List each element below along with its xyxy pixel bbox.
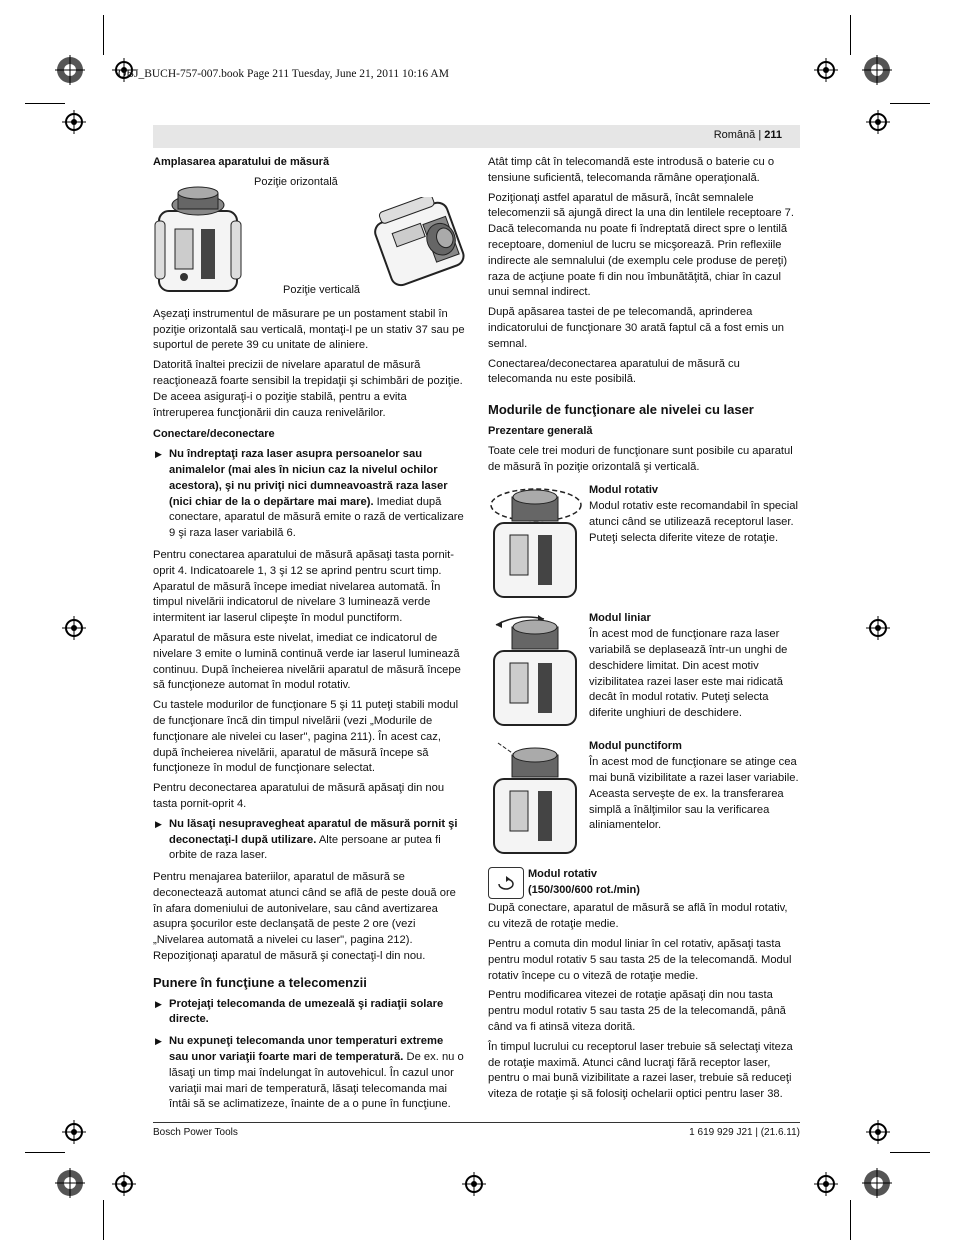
laser-horizontal-illustration [153, 183, 243, 295]
paragraph: Aşezaţi instrumentul de măsurare pe un postament stabil în poziţie orizontală sau verticală, montaţi-l pe un stativ 37 sau pe suportul de perete 39 cu unitate de aliniere. [153, 307, 465, 352]
registration-mark-icon [862, 55, 892, 85]
label-horizontal: Poziţie orizontală [254, 175, 338, 188]
paragraph: Poziţionaţi astfel aparatul de măsură, încât semnalele telecomenzii să ajungă direct la una din lentilele receptoare 7. Dacă telecomanda nu poate fi îndreptată direct spre o lentilă receptoare, domeniul de lucru se micşorează. Prin reflexiile indirecte ale semnalului (de exemplu cele produse de pereţi) raza de acţiune poate fi din nou îmbunătăţită, chiar în cazul unui semnal indirect. [488, 191, 794, 299]
rotation-speed-block [488, 867, 800, 899]
registration-mark-icon [862, 1168, 892, 1198]
registration-mark-icon [866, 110, 890, 134]
registration-mark-icon [55, 55, 85, 85]
bullet-bold: Protejaţi telecomanda de umezeală şi radiaţii solare directe. [169, 997, 444, 1026]
paragraph: După apăsarea tastei de pe telecomandă, aprinderea indicatorului de funcţionare 30 arată faptul că a fost emis un semnal. [488, 306, 785, 350]
bullet-bold: Nu lăsaţi nesupravegheat aparatul de măsură pornit şi deconectaţi-l după utilizare. [169, 817, 458, 846]
registration-mark-icon [62, 1120, 86, 1144]
crop-mark [103, 1200, 104, 1240]
registration-mark-icon [866, 616, 890, 640]
mode-text: În acest mod de funcţionare raza laser variabilă se deplasează într-un unghi de deschidere limitat. Din acest motiv vizibilitatea razei laser este mai ridicată decât în modul rotativ. Puteţi selecta diferite unghiuri de deschidere. [589, 628, 788, 720]
left-column [153, 155, 465, 1119]
bullet-bold: Nu îndreptaţi raza laser asupra persoanelor sau animalelor (mai ales în niciun caz la nivelul ochilor acestora), şi nu priviţi nici dumneavoastră raza laser (nici chiar de la o depărtare mai mare). [169, 448, 448, 508]
laser-vertical-illustration [373, 197, 465, 289]
paragraph: Aparatul de măsura este nivelat, imediat ce indicatorul de nivelare 3 emite o lumină continuă verde iar laserul luminează continuu. După încheierea nivelării aparatul de măsură începe să funcţioneze automat în modul rotativ. [153, 631, 461, 692]
paragraph: Cu tastele modurilor de funcţionare 5 şi 11 puteţi stabili modul de funcţionare încă din timpul nivelării (vezi „Modurile de funcţionare ale nivelei cu laser", pagina 211). În acest caz, după încheierea nivelării, aparatul de măsură începe să funcţioneze în modul de funcţionare selectat. [153, 699, 459, 775]
heading-moduri: Modurile de funcţionare ale nivelei cu laser [488, 402, 754, 418]
mode-punctiform [488, 739, 800, 859]
heading-amplasare: Amplasarea aparatului de măsură [153, 156, 330, 168]
footer-divider [153, 1122, 800, 1123]
warning-bullet [153, 997, 465, 1029]
registration-mark-icon [814, 58, 838, 82]
warning-bullet [153, 1034, 465, 1113]
paragraph: Pentru modificarea vitezei de rotaţie apăsaţi din nou tasta pentru modul rotativ 5 sau tasta 25 de la telecomandă, până când va fi atinsă viteza dorită. [488, 989, 786, 1033]
paragraph: Pentru deconectarea aparatului de măsură apăsaţi din nou tasta pornit-oprit 4. [153, 782, 445, 810]
bullet-text: De ex. nu o lăsaţi un timp mai îndelungat în autovehicul. În cazul unor variaţii mai mari de temperatură, lăsaţi telecomanda mai întâi să se aclimatizeze, înainte de a o pune în funcţiune. [169, 1051, 464, 1111]
crop-mark [25, 103, 65, 104]
registration-mark-icon [866, 1120, 890, 1144]
mode-liniar [488, 611, 800, 731]
rotating-mode-illustration [488, 483, 584, 601]
mode-title: Modul rotativ [589, 484, 659, 497]
paragraph: Pentru a comuta din modul liniar în cel rotativ, apăsaţi tasta pentru modul rotativ 5 sau tasta 25 de la telecomandă. Modul rotativ începe cu o viteză de rotaţie medie. [488, 937, 792, 982]
crop-mark [850, 1200, 851, 1240]
bullet-text: Alte persoane ar putea fi orbite de raza laser. [169, 833, 441, 862]
page-header: Română | 211 [153, 125, 800, 148]
registration-mark-icon [55, 1168, 85, 1198]
paragraph: Conectarea/deconectarea aparatului de măsură cu telecomanda nu este posibilă. [488, 357, 740, 386]
warning-bullet [153, 817, 465, 864]
mode-text: În acest mod de funcţionare se atinge cea mai bună vizibilitate a razei laser variabile. Aceasta serveşte de ex. la transferarea simplă a înălţimilor sau la verificarea aliniamentelor. [589, 756, 799, 832]
heading-prezentare: Prezentare generală [488, 424, 593, 437]
bullet-text: Imediat după conectare, aparatul de măsură emite o rază de verticalizare 9 şi raza laser variabilă 6. [169, 495, 464, 540]
crop-mark [890, 103, 930, 104]
mode-title: Modul punctiform [589, 740, 682, 753]
mode-rotativ [488, 483, 800, 603]
registration-mark-icon [62, 110, 86, 134]
point-mode-illustration [488, 739, 584, 857]
footer-brand: Bosch Power Tools [153, 1127, 238, 1138]
crop-mark [890, 1152, 930, 1153]
paragraph: Datorită înaltei precizii de nivelare aparatul de măsură reacţionează foarte sensibil la trepidaţii şi schimbări de poziţie. De aceea asiguraţi-i o poziţie stabilă, pentru a evita întreruperea funcţionării din cauza renivelărilor. [153, 359, 463, 419]
paragraph: Pentru menajarea bateriilor, aparatul de măsură se deconectează automat atunci când se află de peste două ore în afara domeniului de autonivelare, sau când avertizarea asupra şocurilor este declanşată de peste 2 ore (vezi „Nivelarea automată a nivelei cu laser", pagina 212). Repoziţionaţi aparatul de măsură şi conectaţi-l din nou. [153, 871, 456, 963]
paragraph: După conectare, aparatul de măsură se află în modul rotativ, cu viteză de rotaţie medie. [488, 902, 788, 931]
label-vertical: Poziţie verticală [283, 283, 361, 296]
paragraph: Pentru conectarea aparatului de măsură apăsaţi tasta pornit-oprit 4. Indicatoarele 1, 3 şi 12 se aprind pentru scurt timp. Aparatul de măsură începe imediat nivelarea automată. În timpul nivelării indicatorul de nivelare 3 luminează verde intermitent iar laserul clipeşte în modul punctiform. [153, 548, 454, 625]
header-language: Română [713, 129, 756, 141]
rotate-mode-icon [488, 867, 524, 899]
crop-mark [850, 15, 851, 55]
registration-mark-icon [62, 616, 86, 640]
mode-title: Modul liniar [589, 612, 651, 625]
book-info-line: OBJ_BUCH-757-007.book Page 211 Tuesday, June 21, 2011 10:16 AM [118, 68, 449, 80]
paragraph: Atât timp cât în telecomandă este introdusă o baterie cu o tensiune suficientă, telecomanda rămâne operaţională. [488, 156, 775, 184]
paragraph: În timpul lucrului cu receptorul laser trebuie să selectaţi viteza de rotaţie maximă. Atunci când lucraţi fără receptor laser, pentru o mai bună vizibilitate a razei laser, trebuie să reduceţi viteza de rotaţie şi să folosiţi ochelarii optici pentru laser 38. [488, 1040, 793, 1101]
crop-mark [103, 15, 104, 55]
paragraph: Toate cele trei moduri de funcţionare sunt posibile cu aparatul de măsură în poziţie orizontală şi verticală. [488, 444, 793, 473]
heading-conectare: Conectare/deconectare [153, 428, 275, 441]
right-column [488, 155, 800, 1107]
line-mode-illustration [488, 611, 584, 729]
registration-mark-icon [814, 1172, 838, 1196]
registration-mark-icon [462, 1172, 486, 1196]
footer-docnum: 1 619 929 J21 | (21.6.11) [689, 1127, 800, 1138]
mode-text: Modul rotativ este recomandabil în special atunci când se utilizează receptorul laser. Puteţi selecta diferite viteze de rotaţie. [589, 500, 798, 544]
bullet-bold: Nu expuneţi telecomanda unor temperaturi extreme sau unor variaţii foarte mari de temperatură. [169, 1035, 444, 1064]
rot-title-2: (150/300/600 rot./min) [528, 884, 640, 897]
page-number: 211 [764, 129, 782, 141]
warning-bullet [153, 447, 465, 542]
heading-telecomanda: Punere în funcţiune a telecomenzii [153, 974, 367, 990]
figure-positions [153, 175, 465, 307]
crop-mark [25, 1152, 65, 1153]
registration-mark-icon [112, 1172, 136, 1196]
rot-title-1: Modul rotativ [528, 868, 598, 881]
